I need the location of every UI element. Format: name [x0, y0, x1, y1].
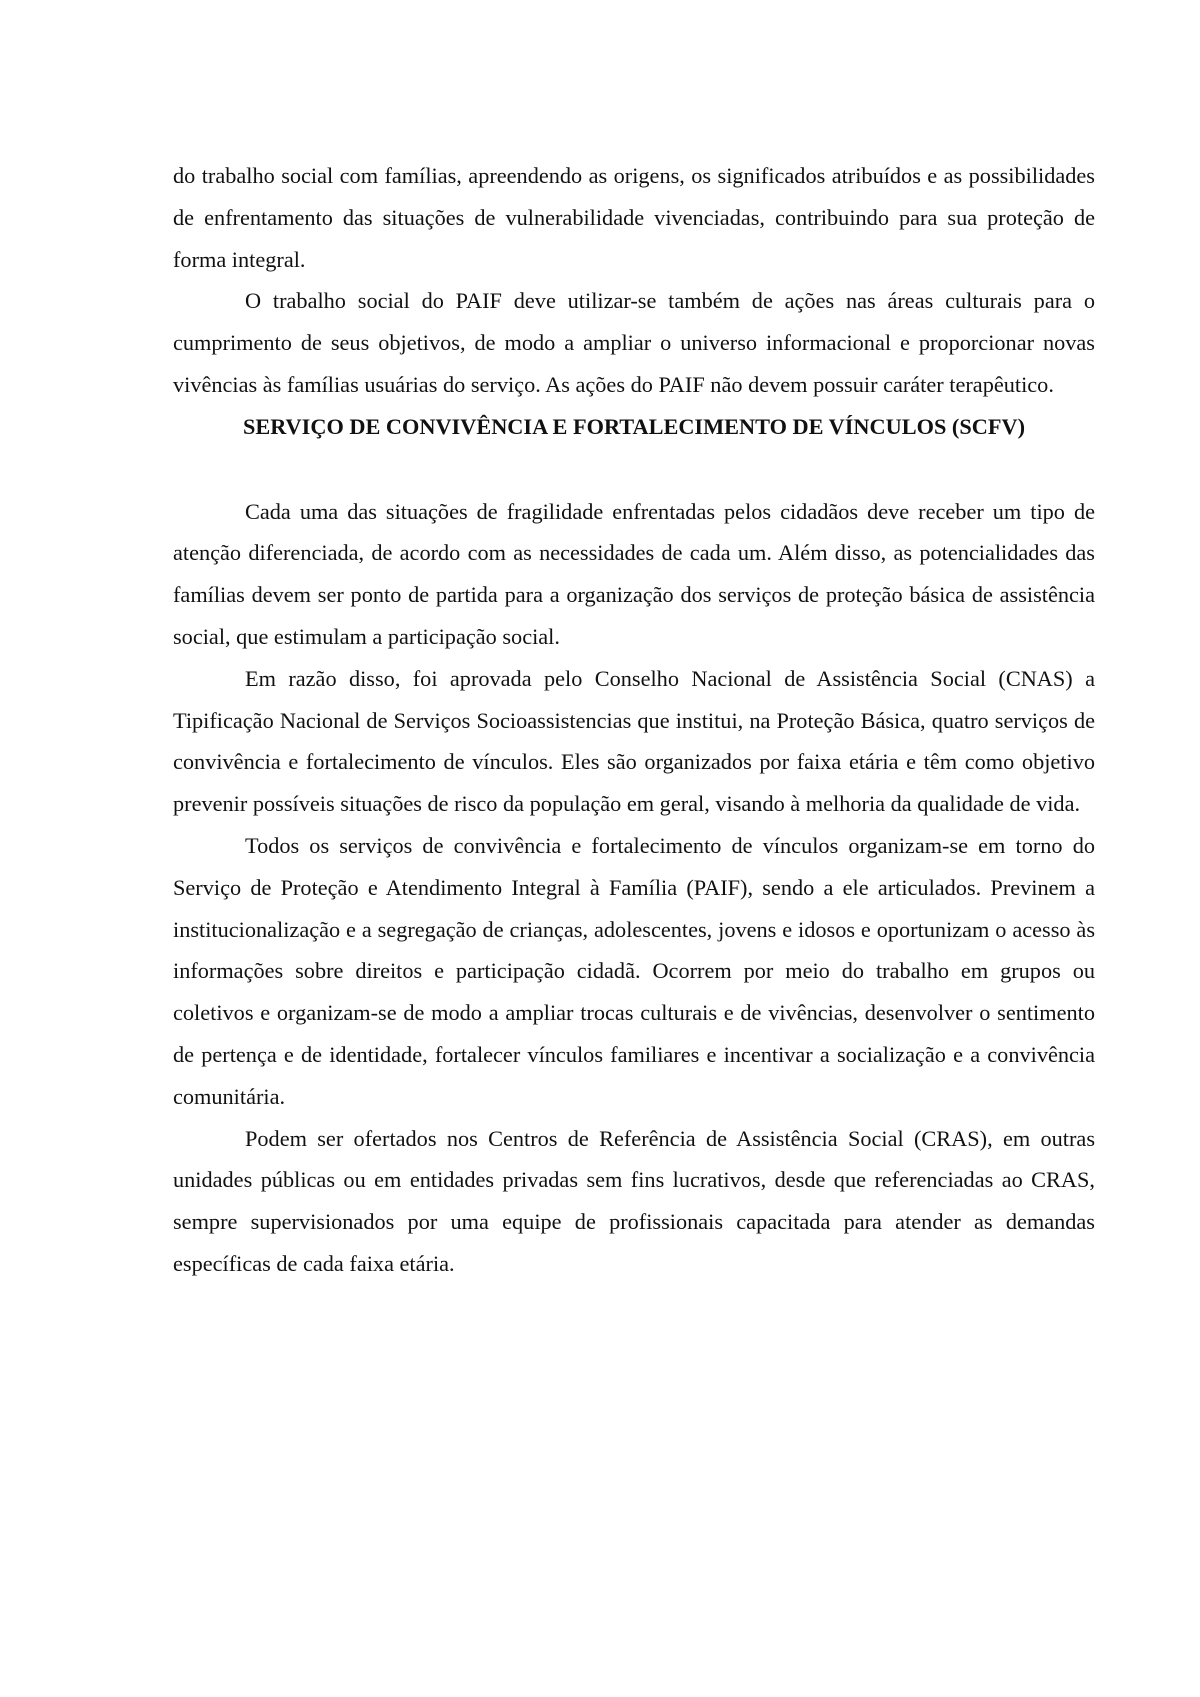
paragraph-ofertados-cras: Podem ser ofertados nos Centros de Referência de Assistência Social (CRAS), em outras unidades públicas ou em entidades privadas sem fins lucrativos, desde que referenciadas ao CRAS, sempre supervisionados por uma equipe de profissionais capacitada para atender as demandas específicas de cada faixa etária.	[173, 1125, 1095, 1276]
paragraph-tipificacao: Em razão disso, foi aprovada pelo Conselho Nacional de Assistência Social (CNAS) a Tipificação Nacional de Serviços Socioassistencias que institui, na Proteção Básica, quatro serviços de convivência e fortalecimento de vínculos. Eles são organizados por faixa etária e têm como objetivo prevenir possíveis situações de risco da população em geral, visando à melhoria da qualidade de vida.	[173, 665, 1095, 817]
document-page	[173, 155, 1095, 1285]
paragraph-continuation: do trabalho social com famílias, apreendendo as origens, os significados atribuídos e as possibilidades de enfrentamento das situações de vulnerabilidade vivenciadas, contribuindo para sua proteção de forma integral.	[173, 163, 1095, 272]
paragraph-servicos-convivencia: Todos os serviços de convivência e fortalecimento de vínculos organizam-se em torno do Serviço de Proteção e Atendimento Integral à Família (PAIF), sendo a ele articulados. Previnem a institucionalização e a segregação de crianças, adolescentes, jovens e idosos e oportunizam o acesso às informações sobre direitos e participação cidadã. Ocorrem por meio do trabalho em grupos ou coletivos e organizam-se de modo a ampliar trocas culturais e de vivências, desenvolver o sentimento de pertença e de identidade, fortalecer vínculos familiares e incentivar a socialização e a convivência comunitária.	[173, 832, 1095, 1109]
paragraph-fragilidade: Cada uma das situações de fragilidade enfrentadas pelos cidadãos deve receber um tipo de atenção diferenciada, de acordo com as necessidades de cada um. Além disso, as potencialidades das famílias devem ser ponto de partida para a organização dos serviços de proteção básica de assistência social, que estimulam a participação social.	[173, 498, 1095, 649]
paragraph-paif-cultural: O trabalho social do PAIF deve utilizar-se também de ações nas áreas culturais para o cumprimento de seus objetivos, de modo a ampliar o universo informacional e proporcionar novas vivências às famílias usuárias do serviço. As ações do PAIF não devem possuir caráter terapêutico.	[173, 288, 1095, 397]
section-heading: SERVIÇO DE CONVIVÊNCIA E FORTALECIMENTO DE VÍNCULOS (SCFV)	[242, 413, 1026, 439]
